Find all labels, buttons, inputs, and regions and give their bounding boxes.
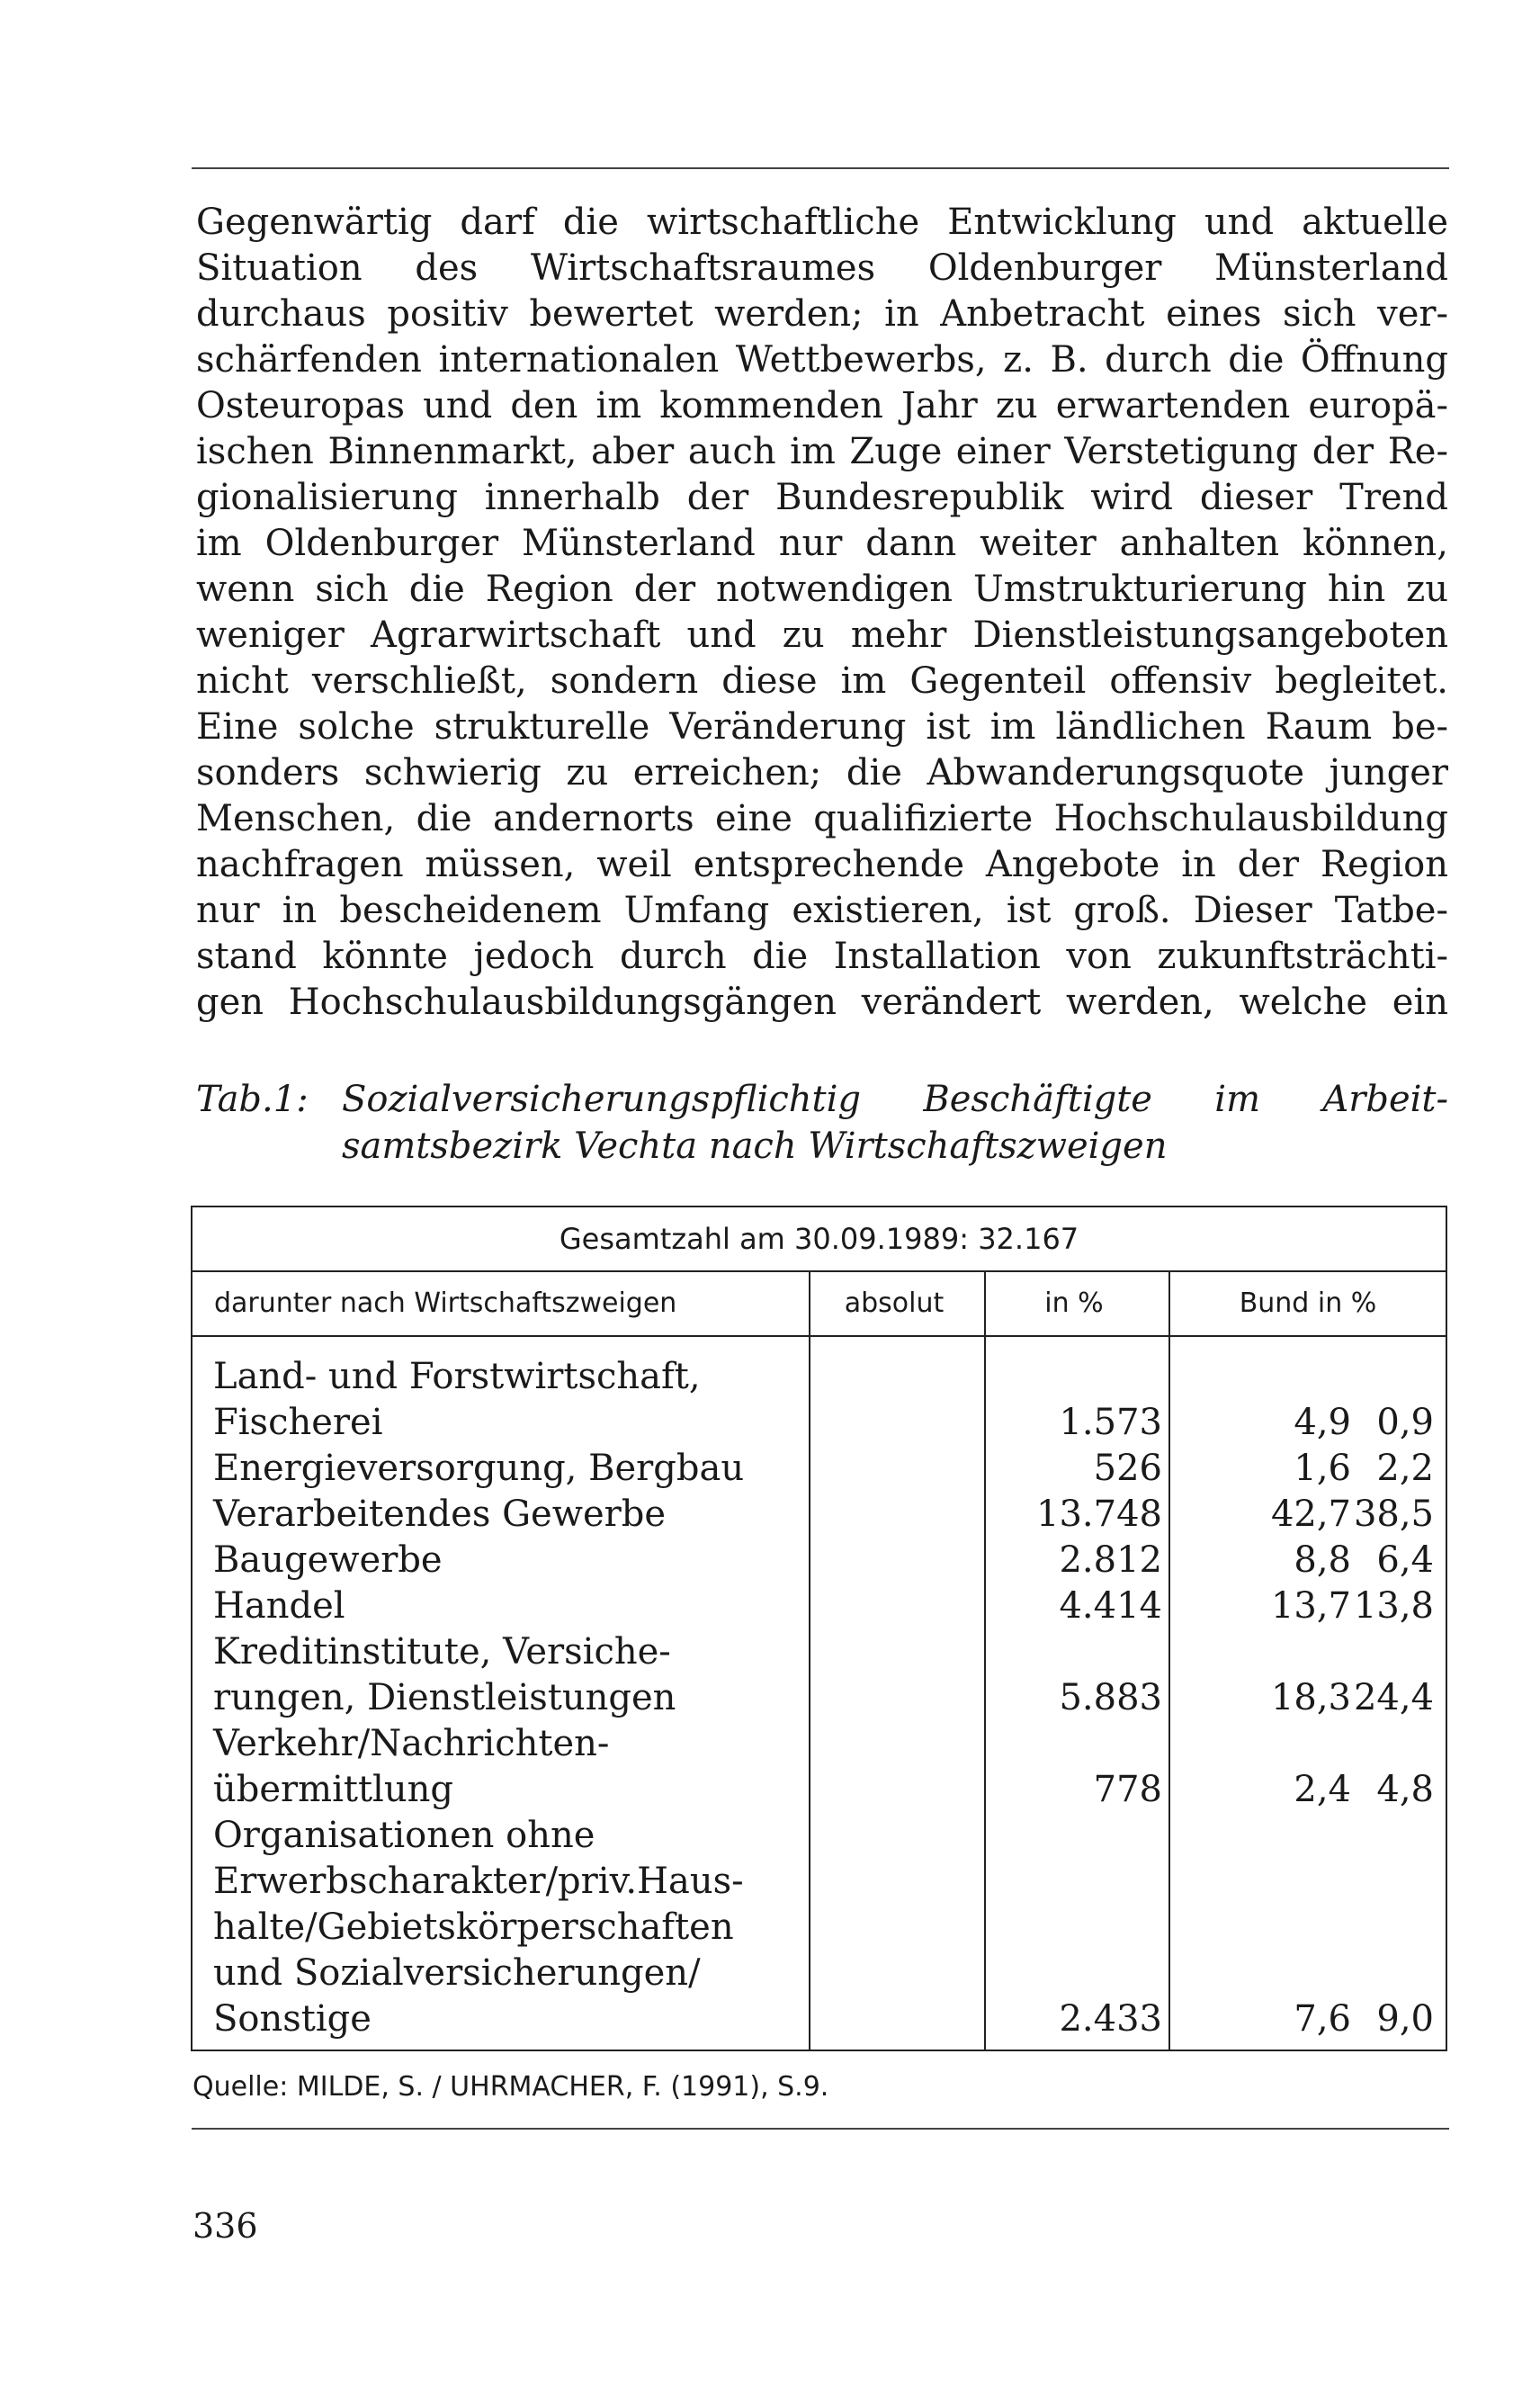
text-line: gionalisierung innerhalb der Bundesrepublik wird dieser Trend (196, 477, 1448, 518)
cell-absolut: 5.883 (1059, 1677, 1162, 1718)
header-bund-percent: Bund in % (1239, 1287, 1377, 1319)
caption-line-1: Sozialversicherungspflichtig Beschäftigte im Arbeit- (342, 1079, 1448, 1120)
table-row (192, 1354, 1446, 1446)
page-number: 336 (192, 2206, 258, 2246)
cell-percent: 2,4 (1294, 1769, 1351, 1810)
table-row (192, 1538, 1446, 1583)
table-row (192, 1492, 1446, 1538)
cell-percent: 18,3 (1270, 1677, 1351, 1718)
row-label-line: übermittlung (213, 1769, 453, 1810)
row-label (192, 1446, 1446, 1492)
cell-percent: 42,7 (1270, 1494, 1351, 1535)
text-line: Eine solche strukturelle Veränderung ist im ländlichen Raum be- (196, 706, 1448, 748)
table-row (192, 1721, 1446, 1813)
body-paragraph (196, 200, 1448, 1026)
row-label-line: Handel (213, 1585, 345, 1627)
row-label-line: Erwerbscharakter/priv.Haus- (213, 1861, 744, 1902)
row-label (192, 1583, 1446, 1629)
header-percent: in % (1044, 1287, 1104, 1319)
row-label (192, 1492, 1446, 1538)
text-line: Osteuropas und den im kommenden Jahr zu erwartenden europä- (196, 385, 1448, 426)
text-line: Menschen, die andernorts eine qualifizierte Hochschulausbildung (196, 798, 1448, 839)
cell-bund-percent: 9,0 (1376, 1998, 1434, 2040)
cell-absolut: 2.433 (1059, 1998, 1162, 2040)
row-label-line: und Sozialversicherungen/ (213, 1952, 701, 1994)
text-line: stand könnte jedoch durch die Installation von zukunftsträchti- (196, 936, 1448, 977)
text-line: schärfenden internationalen Wettbewerbs, z. B. durch die Öffnung (196, 339, 1448, 381)
text-line: gen Hochschulausbildungsgängen verändert werden, welche ein (196, 982, 1448, 1023)
text-line: nicht verschließt, sondern diese im Gegenteil offensiv begleitet. (196, 660, 1448, 702)
data-table (191, 1206, 1447, 2051)
cell-percent: 8,8 (1294, 1539, 1351, 1581)
header-sector: darunter nach Wirtschaftszweigen (214, 1287, 677, 1319)
text-line: Gegenwärtig darf die wirtschaftliche Entwicklung und aktuelle (196, 202, 1448, 243)
top-rule (192, 167, 1449, 169)
cell-bund-percent: 38,5 (1353, 1494, 1434, 1535)
table-divider (192, 1335, 1446, 1337)
cell-absolut: 1.573 (1059, 1402, 1162, 1443)
row-label (192, 1538, 1446, 1583)
row-label-line: Land- und Forstwirtschaft, (213, 1356, 701, 1397)
cell-bund-percent: 2,2 (1376, 1448, 1434, 1489)
row-label-line: Kreditinstitute, Versiche- (213, 1631, 671, 1673)
cell-bund-percent: 0,9 (1376, 1402, 1434, 1443)
cell-bund-percent: 24,4 (1353, 1677, 1434, 1718)
cell-percent: 4,9 (1294, 1402, 1351, 1443)
cell-percent: 13,7 (1270, 1585, 1351, 1627)
cell-bund-percent: 4,8 (1376, 1769, 1434, 1810)
header-absolut: absolut (844, 1287, 945, 1319)
cell-absolut: 778 (1093, 1769, 1162, 1810)
row-label-line: Verkehr/Nachrichten- (213, 1723, 610, 1764)
cell-bund-percent: 6,4 (1376, 1539, 1434, 1581)
table-row (192, 1629, 1446, 1721)
cell-percent: 7,6 (1294, 1998, 1351, 2040)
caption-label: Tab.1: (196, 1079, 309, 1120)
text-line: wenn sich die Region der notwendigen Umstrukturierung hin zu (196, 569, 1448, 610)
cell-percent: 1,6 (1294, 1448, 1351, 1489)
row-label-line: Sonstige (213, 1998, 372, 2040)
cell-bund-percent: 13,8 (1353, 1585, 1434, 1627)
text-line: sonders schwierig zu erreichen; die Abwanderungsquote junger (196, 752, 1448, 794)
table-total-row: Gesamtzahl am 30.09.1989: 32.167 (559, 1222, 1079, 1256)
row-label-line: halte/Gebietskörperschaften (213, 1906, 734, 1948)
text-line: im Oldenburger Münsterland nur dann weiter anhalten können, (196, 523, 1448, 564)
text-line: nur in bescheidenem Umfang existieren, ist groß. Dieser Tatbe- (196, 890, 1448, 931)
row-label-line: Organisationen ohne (213, 1815, 595, 1856)
row-label-line: Fischerei (213, 1402, 383, 1443)
table-body (192, 1354, 1446, 2042)
cell-absolut: 13.748 (1036, 1494, 1162, 1535)
row-label-line: Baugewerbe (213, 1539, 443, 1581)
row-label-line: Verarbeitendes Gewerbe (213, 1494, 667, 1535)
cell-absolut: 526 (1093, 1448, 1162, 1489)
text-line: Situation des Wirtschaftsraumes Oldenburger Münsterland (196, 247, 1448, 289)
text-line: ischen Binnenmarkt, aber auch im Zuge einer Verstetigung der Re- (196, 431, 1448, 472)
row-label (192, 1629, 1446, 1721)
source-note: Quelle: MILDE, S. / UHRMACHER, F. (1991), S.9. (192, 2071, 829, 2103)
row-label-line: Energieversorgung, Bergbau (213, 1448, 745, 1489)
text-line: nachfragen müssen, weil entsprechende Angebote in der Region (196, 844, 1448, 885)
row-label (192, 1813, 1446, 2042)
row-label (192, 1721, 1446, 1813)
bottom-rule (192, 2128, 1449, 2130)
table-row (192, 1446, 1446, 1492)
cell-absolut: 4.414 (1059, 1585, 1162, 1627)
text-line: weniger Agrarwirtschaft und zu mehr Dienstleistungsangeboten (196, 614, 1448, 656)
cell-absolut: 2.812 (1059, 1539, 1162, 1581)
table-row (192, 1583, 1446, 1629)
row-label (192, 1354, 1446, 1446)
caption-line-2: samtsbezirk Vechta nach Wirtschaftszweigen (342, 1126, 1168, 1167)
row-label-line: rungen, Dienstleistungen (213, 1677, 676, 1718)
text-line: durchaus positiv bewertet werden; in Anbetracht eines sich ver- (196, 293, 1448, 335)
table-row (192, 1813, 1446, 2042)
